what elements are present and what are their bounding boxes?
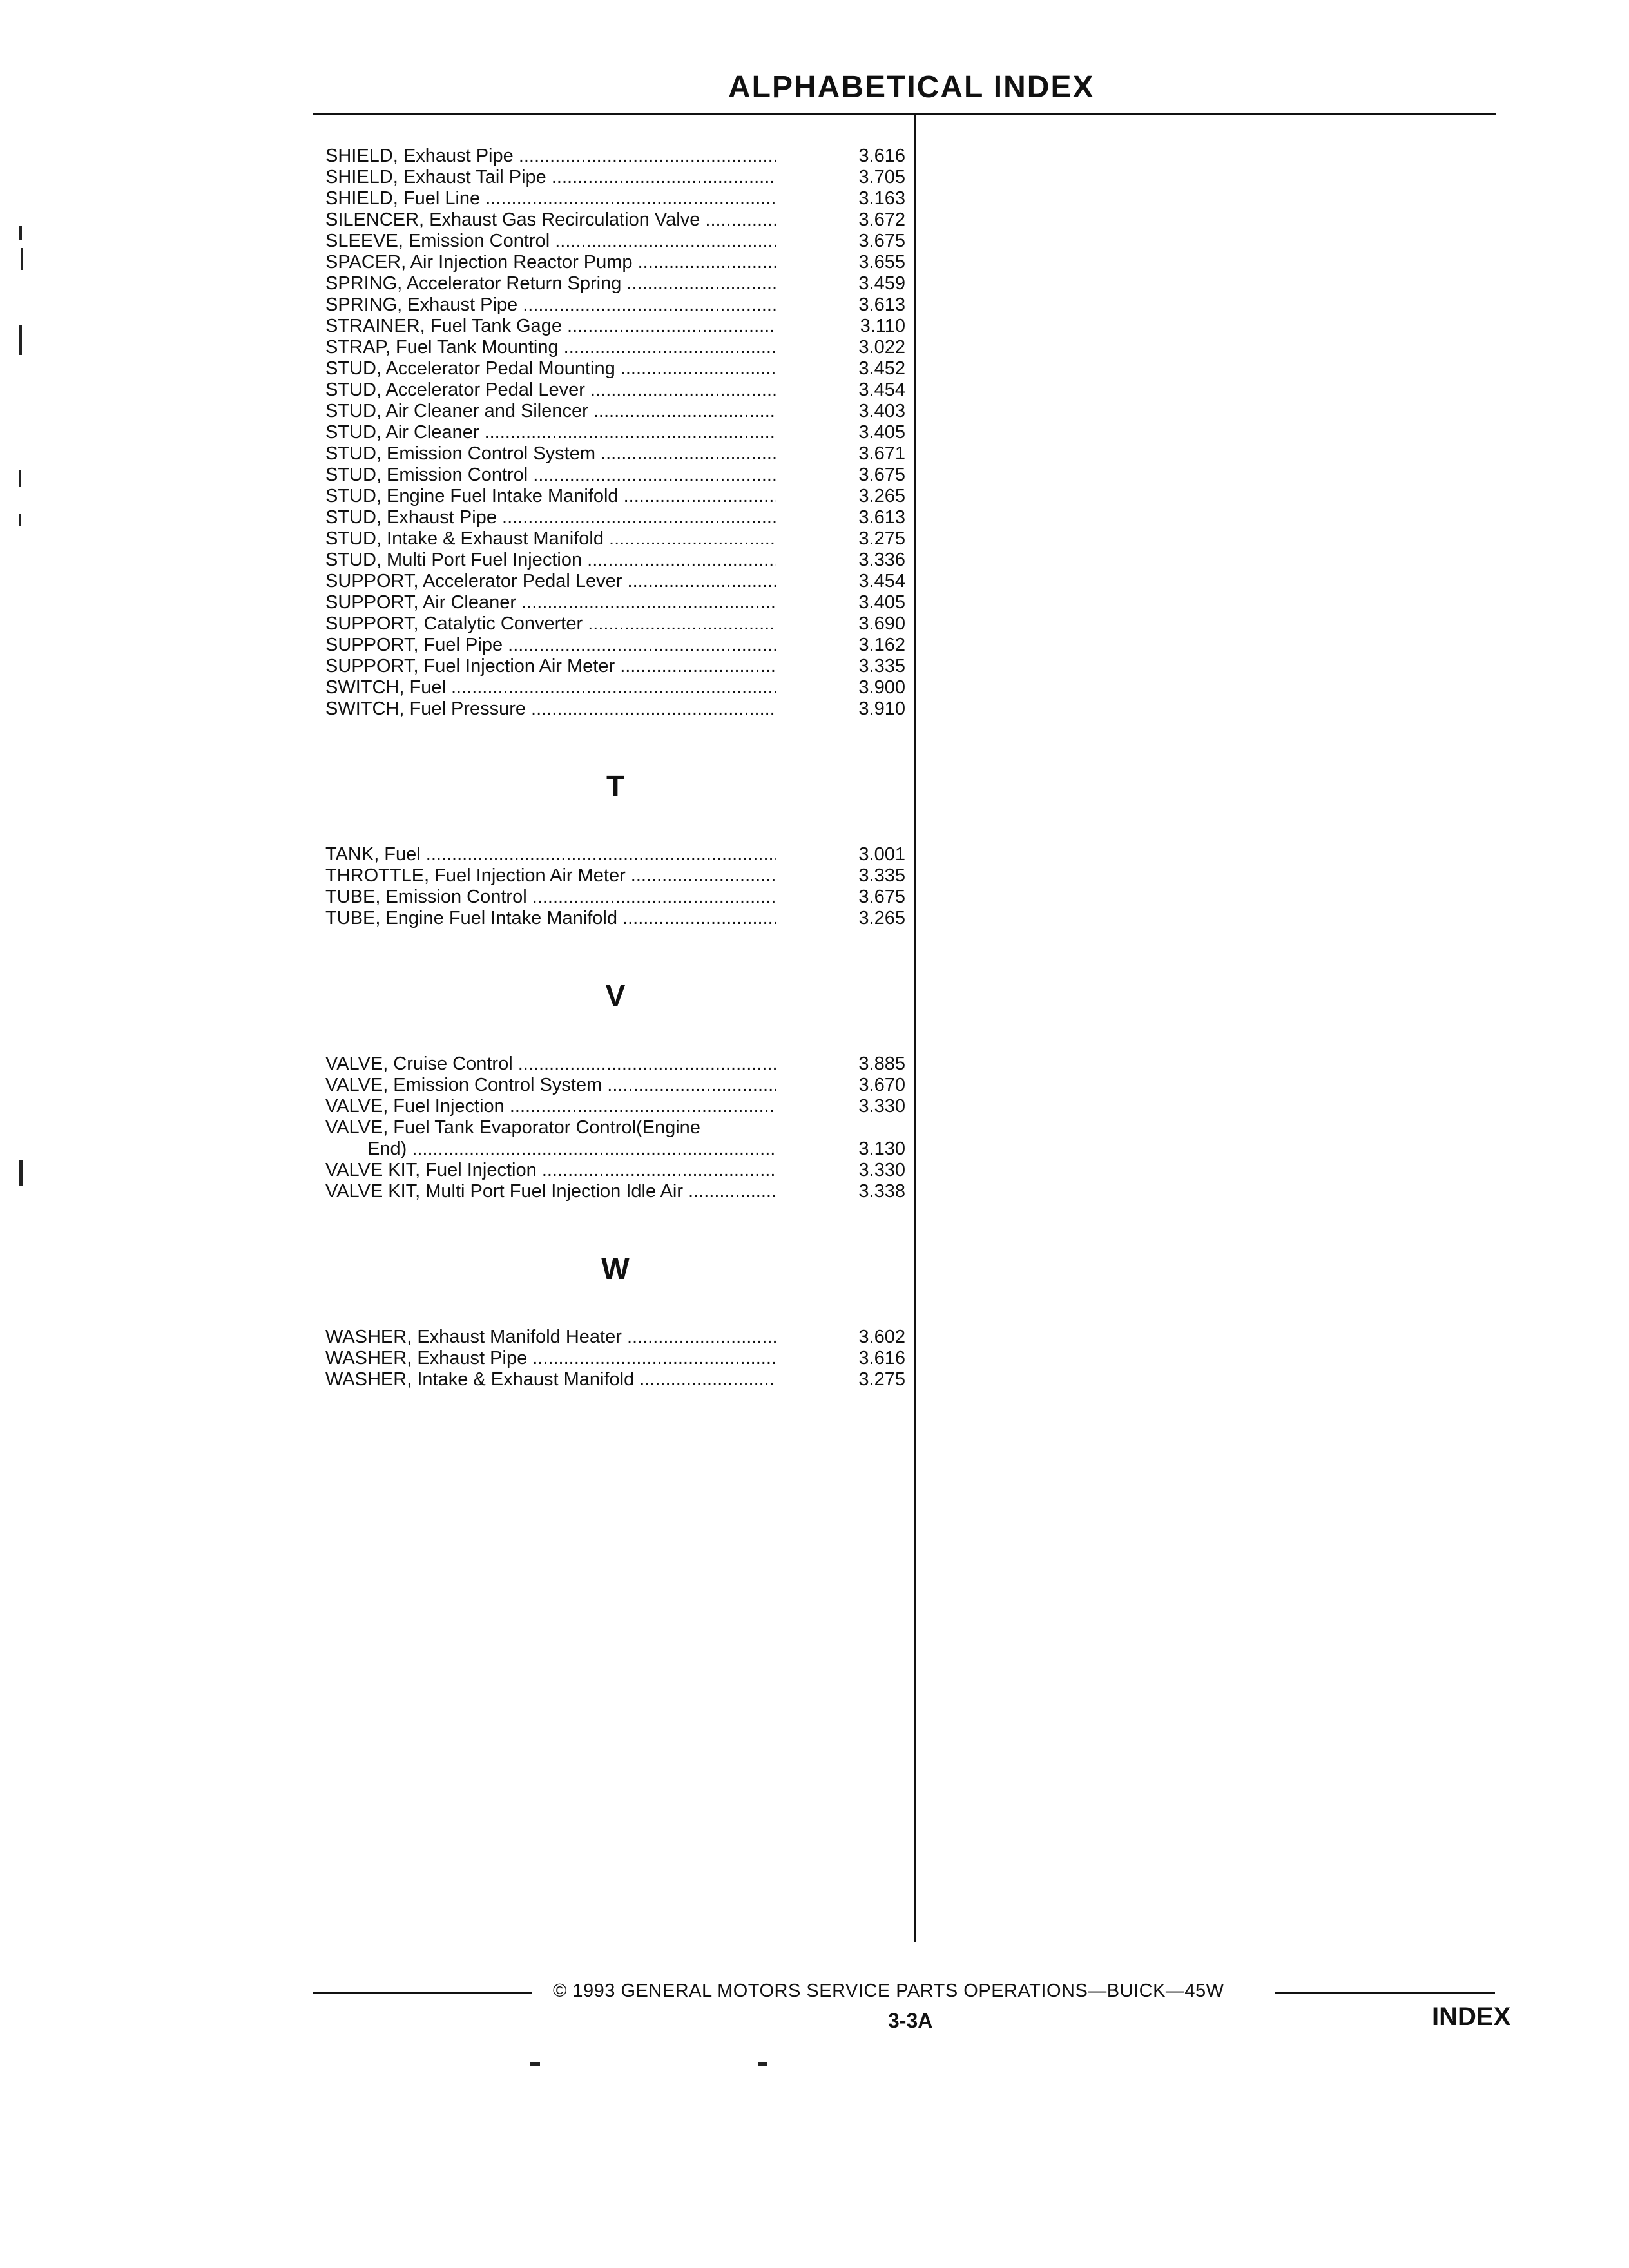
index-entry	[325, 1160, 905, 1181]
page-number: 3-3A	[888, 2009, 933, 2032]
entry-label: SILENCER, Exhaust Gas Recirculation Valve .....	[325, 209, 776, 231]
index-entry	[325, 592, 905, 613]
entry-label: SUPPORT, Air Cleaner .....	[325, 592, 776, 613]
entry-page: 3.675	[858, 231, 905, 251]
entry-page: 3.330	[858, 1160, 905, 1180]
entry-label-line2: End) .....	[325, 1139, 776, 1160]
index-entry	[325, 422, 905, 443]
index-entry	[325, 358, 905, 380]
entry-label: STUD, Emission Control System .....	[325, 443, 776, 465]
scan-mark	[19, 470, 21, 487]
entry-label: SHIELD, Fuel Line .....	[325, 188, 776, 209]
entry-label: STUD, Intake & Exhaust Manifold .....	[325, 528, 776, 550]
index-entry	[325, 1369, 905, 1390]
index-entry	[325, 465, 905, 486]
index-entry	[325, 1181, 905, 1202]
entry-label: TANK, Fuel .....	[325, 844, 776, 865]
entry-label: SHIELD, Exhaust Tail Pipe .....	[325, 167, 776, 188]
entry-page: 3.670	[858, 1075, 905, 1095]
index-entry	[325, 507, 905, 528]
index-entry	[325, 146, 905, 167]
entry-label: SUPPORT, Fuel Pipe .....	[325, 635, 776, 656]
entry-label: SPRING, Exhaust Pipe .....	[325, 294, 776, 316]
index-entry	[325, 1096, 905, 1117]
entry-page: 3.405	[858, 422, 905, 443]
index-entry	[325, 698, 905, 720]
scan-mark	[19, 514, 21, 526]
entry-page: 3.265	[858, 908, 905, 928]
entry-page: 3.616	[858, 146, 905, 166]
entry-page: 3.275	[858, 528, 905, 549]
entry-page: 3.130	[858, 1139, 905, 1159]
index-entry	[325, 337, 905, 358]
entry-label: VALVE KIT, Fuel Injection .....	[325, 1160, 776, 1181]
entry-label: STUD, Engine Fuel Intake Manifold .....	[325, 486, 776, 507]
index-entry	[325, 571, 905, 592]
entry-page: 3.910	[858, 698, 905, 719]
entry-page: 3.405	[858, 592, 905, 613]
entry-page: 3.452	[858, 358, 905, 379]
index-column	[325, 146, 905, 1390]
entry-page: 3.162	[858, 635, 905, 655]
index-entry	[325, 1075, 905, 1096]
entry-label: WASHER, Exhaust Manifold Heater .....	[325, 1327, 776, 1348]
letter-heading-t: T	[606, 769, 625, 803]
entry-label: STUD, Air Cleaner .....	[325, 422, 776, 443]
index-entry	[325, 209, 905, 231]
entry-page: 3.163	[858, 188, 905, 209]
index-entry	[325, 908, 905, 929]
entry-page: 3.022	[858, 337, 905, 358]
index-entry	[325, 1117, 905, 1160]
entry-label: SUPPORT, Fuel Injection Air Meter .....	[325, 656, 776, 677]
index-entry	[325, 167, 905, 188]
index-entry	[325, 613, 905, 635]
footer-rule-left	[313, 1992, 532, 1994]
entry-label: STUD, Air Cleaner and Silencer .....	[325, 401, 776, 422]
index-entry	[325, 252, 905, 273]
entry-page: 3.671	[858, 443, 905, 464]
header-rule	[313, 113, 1496, 115]
entry-page: 3.001	[858, 844, 905, 865]
entry-page: 3.330	[858, 1096, 905, 1117]
entry-page: 3.403	[858, 401, 905, 421]
footer-copyright: © 1993 GENERAL MOTORS SERVICE PARTS OPERATIONS—BUICK—45W	[553, 1981, 1224, 2001]
index-entry	[325, 188, 905, 209]
entry-label: THROTTLE, Fuel Injection Air Meter .....	[325, 865, 776, 887]
entry-label: VALVE KIT, Multi Port Fuel Injection Idle Air .....	[325, 1181, 776, 1202]
entry-label-line1: VALVE, Fuel Tank Evaporator Control(Engine	[325, 1117, 700, 1138]
scan-mark	[21, 248, 23, 270]
index-entry	[325, 550, 905, 571]
entry-page: 3.335	[858, 865, 905, 886]
index-entry	[325, 1348, 905, 1369]
entry-label: VALVE, Fuel Injection .....	[325, 1096, 776, 1117]
letter-heading-v: V	[605, 979, 626, 1012]
index-entry	[325, 844, 905, 865]
index-entry	[325, 1053, 905, 1075]
entry-label: VALVE, Cruise Control .....	[325, 1053, 776, 1075]
entry-page: 3.672	[858, 209, 905, 230]
index-entry	[325, 656, 905, 677]
entry-label: VALVE, Emission Control System .....	[325, 1075, 776, 1096]
entry-label: SWITCH, Fuel .....	[325, 677, 776, 698]
index-entry	[325, 865, 905, 887]
entry-label: SHIELD, Exhaust Pipe .....	[325, 146, 776, 167]
entry-label: WASHER, Intake & Exhaust Manifold .....	[325, 1369, 776, 1390]
index-entry	[325, 294, 905, 316]
section-s	[325, 146, 905, 720]
entry-page: 3.690	[858, 613, 905, 634]
entry-label: TUBE, Emission Control .....	[325, 887, 776, 908]
entry-label: STUD, Accelerator Pedal Mounting .....	[325, 358, 776, 380]
entry-page: 3.675	[858, 887, 905, 907]
entry-page: 3.454	[858, 571, 905, 591]
index-entry	[325, 528, 905, 550]
page-title: ALPHABETICAL INDEX	[728, 70, 1095, 104]
entry-label: STUD, Emission Control .....	[325, 465, 776, 486]
entry-page: 3.110	[860, 316, 905, 336]
entry-label: STUD, Exhaust Pipe .....	[325, 507, 776, 528]
scan-mark	[758, 2062, 767, 2066]
entry-page: 3.602	[858, 1327, 905, 1347]
entry-label: SPACER, Air Injection Reactor Pump .....	[325, 252, 776, 273]
scan-mark	[530, 2062, 540, 2066]
scan-mark	[19, 325, 22, 355]
section-w	[325, 1327, 905, 1390]
index-entry	[325, 401, 905, 422]
entry-label: WASHER, Exhaust Pipe .....	[325, 1348, 776, 1369]
section-t	[325, 844, 905, 929]
entry-page: 3.613	[858, 507, 905, 528]
index-entry	[325, 443, 905, 465]
entry-page: 3.335	[858, 656, 905, 677]
entry-label: SUPPORT, Accelerator Pedal Lever .....	[325, 571, 776, 592]
entry-label: SUPPORT, Catalytic Converter .....	[325, 613, 776, 635]
entry-page: 3.655	[858, 252, 905, 273]
column-divider	[914, 113, 916, 1942]
index-entry	[325, 231, 905, 252]
entry-page: 3.900	[858, 677, 905, 698]
section-v	[325, 1053, 905, 1202]
entry-page: 3.675	[858, 465, 905, 485]
entry-page: 3.338	[858, 1181, 905, 1202]
index-entry	[325, 380, 905, 401]
entry-page: 3.454	[858, 380, 905, 400]
index-entry	[325, 887, 905, 908]
entry-page: 3.616	[858, 1348, 905, 1369]
entry-page: 3.459	[858, 273, 905, 294]
index-entry	[325, 1327, 905, 1348]
entry-label: SWITCH, Fuel Pressure .....	[325, 698, 776, 720]
entry-label: SLEEVE, Emission Control .....	[325, 231, 776, 252]
entry-label: SPRING, Accelerator Return Spring .....	[325, 273, 776, 294]
entry-label: STUD, Multi Port Fuel Injection .....	[325, 550, 776, 571]
entry-page: 3.705	[858, 167, 905, 187]
index-entry	[325, 316, 905, 337]
index-entry	[325, 635, 905, 656]
entry-page: 3.265	[858, 486, 905, 506]
entry-label: TUBE, Engine Fuel Intake Manifold .....	[325, 908, 776, 929]
index-entry	[325, 486, 905, 507]
index-entry	[325, 677, 905, 698]
letter-heading-w: W	[601, 1252, 630, 1285]
entry-page: 3.613	[858, 294, 905, 315]
entry-label: STRAINER, Fuel Tank Gage .....	[325, 316, 776, 337]
entry-label: STRAP, Fuel Tank Mounting .....	[325, 337, 776, 358]
index-entry	[325, 273, 905, 294]
entry-page: 3.885	[858, 1053, 905, 1074]
entry-page: 3.336	[858, 550, 905, 570]
scan-mark	[19, 1160, 23, 1186]
entry-label: STUD, Accelerator Pedal Lever .....	[325, 380, 776, 401]
section-label: INDEX	[1432, 2003, 1511, 2031]
entry-page: 3.275	[858, 1369, 905, 1390]
scan-mark	[19, 226, 22, 240]
footer-rule-right	[1275, 1992, 1495, 1994]
